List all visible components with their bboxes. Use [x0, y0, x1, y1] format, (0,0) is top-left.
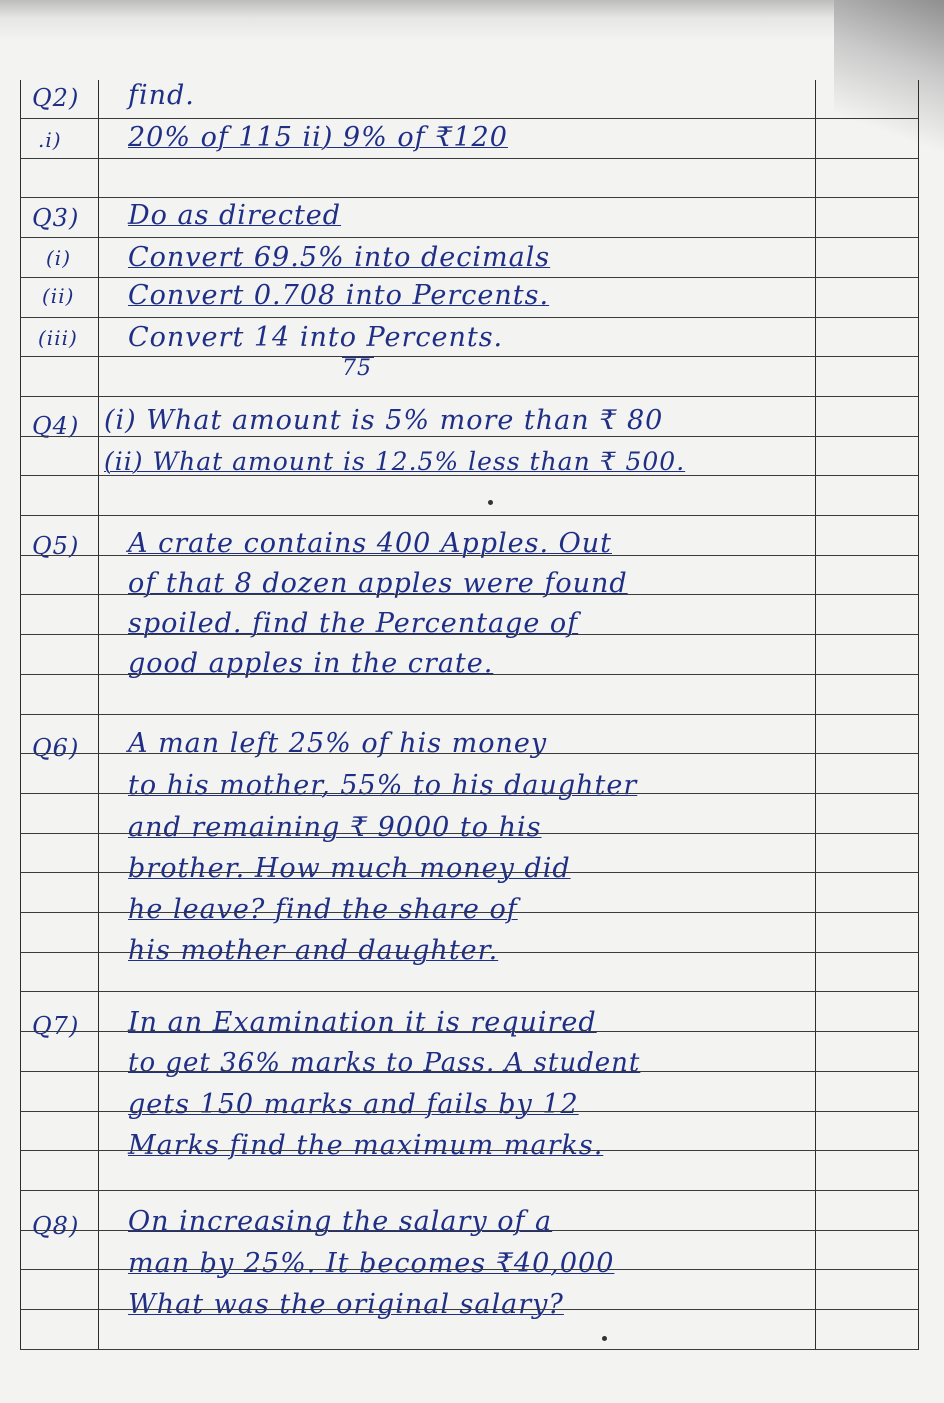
- question-line: Marks find the maximum marks.: [128, 1130, 604, 1161]
- ruled-line: [20, 1071, 918, 1072]
- ruled-line: [20, 833, 918, 834]
- question-line: good apples in the crate.: [128, 648, 494, 679]
- ruled-line: [20, 237, 918, 238]
- fraction-denominator: 75: [342, 356, 372, 381]
- ruled-line: [20, 1190, 918, 1191]
- ruled-line: [20, 674, 918, 675]
- ruled-line: [20, 952, 918, 953]
- ruled-line: [20, 1349, 918, 1350]
- ruled-line: [20, 753, 918, 754]
- question-number: Q2): [32, 84, 80, 112]
- ruled-line: [20, 197, 918, 198]
- question-line: gets 150 marks and fails by 12: [128, 1089, 579, 1120]
- question-number-margin-line: [98, 80, 99, 1350]
- question-line: to his mother, 55% to his daughter: [128, 770, 638, 801]
- question-line: Convert 0.708 into Percents.: [128, 280, 550, 311]
- ruled-line: [20, 317, 918, 318]
- question-line: On increasing the salary of a: [128, 1206, 553, 1237]
- ruled-line: [20, 912, 918, 913]
- question-line: his mother and daughter.: [128, 935, 499, 966]
- question-line: A crate contains 400 Apples. Out: [128, 528, 612, 559]
- ruled-line: [20, 158, 918, 159]
- ruled-line: [20, 555, 918, 556]
- ruled-line: [20, 118, 918, 119]
- ruled-notebook-page: [20, 80, 938, 1350]
- question-line: find.: [128, 80, 195, 111]
- ruled-line: [20, 1269, 918, 1270]
- ruled-line: [20, 714, 918, 715]
- question-line: Convert 69.5% into decimals: [128, 242, 551, 273]
- ruled-line: [20, 872, 918, 873]
- ruled-line: [20, 1031, 918, 1032]
- ruled-line: [20, 515, 918, 516]
- ruled-line: [20, 634, 918, 635]
- left-margin-line: [20, 80, 21, 1350]
- question-line: of that 8 dozen apples were found: [128, 568, 628, 599]
- question-number: Q7): [32, 1012, 80, 1040]
- question-number: Q5): [32, 532, 80, 560]
- ruled-line: [20, 356, 918, 357]
- ruled-line: [20, 594, 918, 595]
- scan-top-shadow: [0, 0, 944, 70]
- question-line: and remaining ₹ 9000 to his: [128, 812, 542, 843]
- question-line: he leave? find the share of: [128, 894, 518, 925]
- question-line: A man left 25% of his money: [128, 728, 548, 759]
- ruled-line: [20, 793, 918, 794]
- question-number: Q4): [32, 412, 80, 440]
- right-margin-line: [815, 80, 816, 1350]
- question-line: (ii) What amount is 12.5% less than ₹ 500.: [104, 447, 686, 476]
- question-line: man by 25%. It becomes ₹40,000: [128, 1248, 615, 1279]
- right-edge-line: [918, 80, 919, 1350]
- sub-question-number: (i): [46, 246, 72, 270]
- sub-question-number: (iii): [38, 326, 78, 350]
- ruled-line: [20, 277, 918, 278]
- question-line: 20% of 115 ii) 9% of ₹120: [128, 122, 508, 153]
- question-number: Q3): [32, 204, 80, 232]
- question-line: to get 36% marks to Pass. A student: [128, 1048, 641, 1078]
- sub-question-number: .i): [38, 128, 62, 152]
- ink-speck: [602, 1336, 607, 1341]
- sub-question-number: (ii): [42, 284, 75, 308]
- ruled-line: [20, 396, 918, 397]
- ink-speck: [488, 500, 493, 505]
- question-line: Do as directed: [128, 200, 342, 231]
- question-number: Q6): [32, 734, 80, 762]
- ruled-line: [20, 991, 918, 992]
- ruled-line: [20, 475, 918, 476]
- ruled-line: [20, 1111, 918, 1112]
- question-line: spoiled. find the Percentage of: [128, 608, 579, 639]
- ruled-line: [20, 1309, 918, 1310]
- question-line: (i) What amount is 5% more than ₹ 80: [104, 405, 664, 436]
- question-number: Q8): [32, 1212, 80, 1240]
- question-line: What was the original salary?: [128, 1289, 564, 1320]
- question-line: In an Examination it is required: [128, 1007, 597, 1038]
- question-line: brother. How much money did: [128, 853, 571, 884]
- ruled-line: [20, 1150, 918, 1151]
- ruled-line: [20, 436, 918, 437]
- question-line: Convert 14 into Percents.: [128, 322, 504, 353]
- ruled-line: [20, 1230, 918, 1231]
